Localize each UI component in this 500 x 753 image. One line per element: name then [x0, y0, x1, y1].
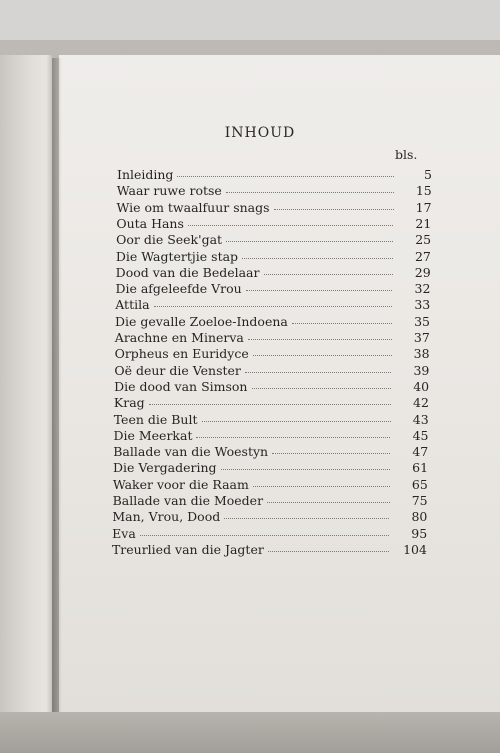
left-page-edge	[0, 55, 52, 715]
dot-leader	[140, 525, 389, 536]
toc-entry-title: Teen die Bult	[113, 411, 198, 427]
toc-entry-title: Wie om twaalfuur snags	[116, 199, 270, 215]
toc-entry-page: 29	[414, 264, 431, 280]
dot-leader	[242, 248, 393, 259]
toc-entry	[114, 395, 429, 411]
toc-entry-title: Waar ruwe rotse	[116, 183, 222, 199]
dot-leader	[224, 508, 389, 519]
toc-entry-page: 32	[414, 281, 431, 297]
toc-entry-page: 5	[424, 167, 432, 182]
dot-leader	[248, 329, 392, 340]
dot-leader	[253, 476, 390, 487]
toc-entry	[115, 297, 430, 313]
toc-entry-title: Die Wagtertjie stap	[115, 248, 239, 264]
toc-entry-page: 15	[415, 183, 432, 199]
toc-entry	[116, 232, 431, 248]
toc-entry	[112, 542, 427, 558]
toc-entry-title: Die dood van Simson	[114, 378, 248, 394]
toc-entry	[114, 363, 429, 379]
toc-entry-page: 37	[413, 330, 430, 345]
toc-entry-page: 47	[412, 444, 429, 460]
toc-entry-title: Die Meerkat	[113, 427, 193, 443]
dot-leader	[177, 166, 394, 177]
toc-entry-page: 45	[412, 427, 429, 443]
toc-entry-page: 35	[414, 313, 431, 329]
toc-entry-title: Waker voor die Raam	[112, 476, 249, 492]
toc-entry	[113, 460, 428, 476]
toc-entry-title: Oor die Seek'gat	[116, 232, 223, 248]
dot-leader	[226, 231, 393, 242]
dot-leader	[267, 492, 390, 503]
toc-entry-page: 43	[412, 411, 429, 427]
dot-leader	[149, 394, 391, 405]
toc-entry	[114, 379, 429, 395]
dot-leader	[202, 411, 391, 422]
toc-entry-title: Ballade van die Woestyn	[113, 444, 269, 460]
dot-leader	[272, 443, 390, 454]
dot-leader	[292, 313, 392, 324]
dot-leader	[154, 296, 393, 307]
page-column-label: bls.	[395, 147, 418, 162]
toc-entry-page: 65	[411, 476, 428, 492]
toc-entry-title: Die afgeleefde Vrou	[115, 281, 242, 297]
toc-entry-page: 25	[415, 232, 432, 248]
toc-entry	[113, 428, 428, 444]
toc-entry-title: Man, Vrou, Dood	[112, 509, 221, 525]
toc-entry	[112, 526, 427, 542]
toc-entry	[115, 346, 430, 362]
toc-entry-page: 40	[413, 378, 430, 394]
toc-entry-title: Attila	[115, 297, 150, 313]
dot-leader	[196, 427, 390, 438]
toc-entry-page: 33	[414, 297, 431, 313]
toc-entry	[116, 216, 431, 232]
dot-leader	[253, 345, 392, 356]
dot-leader	[252, 378, 392, 389]
toc-entry	[113, 444, 428, 460]
background-top	[0, 0, 500, 40]
dot-leader	[188, 215, 393, 226]
toc-entry	[115, 314, 430, 330]
toc-entry-page: 104	[403, 541, 427, 557]
toc-entry	[117, 183, 432, 199]
dot-leader	[274, 199, 394, 210]
toc-entry-title: Arachne en Minerva	[114, 330, 244, 345]
dot-leader	[264, 264, 393, 275]
toc-entry-title: Die Vergadering	[113, 460, 217, 476]
toc-entry	[115, 330, 430, 346]
toc-entry	[113, 477, 428, 493]
toc-entry-title: Outa Hans	[116, 215, 184, 231]
toc-entry-page: 80	[411, 509, 428, 525]
toc-entry	[113, 493, 428, 509]
toc-entry-title: Oë deur die Venster	[114, 362, 241, 378]
toc-entry	[116, 249, 431, 265]
dot-leader	[245, 362, 391, 373]
bottom-surface	[0, 712, 500, 753]
toc-entry-page: 39	[413, 362, 430, 378]
dot-leader	[268, 541, 389, 552]
toc-entry-title: Inleiding	[117, 167, 174, 182]
toc-entry-page: 61	[412, 460, 429, 476]
toc-entry	[117, 200, 432, 216]
toc-entry-title: Treurlied van die Jagter	[111, 541, 264, 557]
dot-leader	[226, 182, 394, 193]
toc-entry	[114, 412, 429, 428]
toc-entry	[117, 167, 432, 183]
toc-entry	[112, 509, 427, 525]
toc-entry-page: 21	[415, 215, 432, 231]
dot-leader	[246, 280, 393, 291]
toc-entry-title: Krag	[113, 395, 145, 411]
toc-entry-page: 75	[411, 493, 428, 508]
contents-heading: INHOUD	[224, 125, 296, 141]
toc-entry-page: 95	[411, 525, 428, 541]
toc-entry-title: Ballade van die Moeder	[112, 493, 264, 508]
spine-shadow	[52, 58, 62, 728]
toc-entry	[116, 265, 431, 281]
toc-entry-title: Dood van die Bedelaar	[115, 264, 260, 280]
toc-entry-title: Orpheus en Euridyce	[114, 346, 249, 362]
dot-leader	[221, 459, 390, 470]
toc-entry-title: Eva	[112, 525, 136, 541]
toc-entry-page: 17	[415, 199, 432, 215]
toc-entry	[115, 281, 430, 297]
toc-entry-page: 38	[413, 346, 430, 362]
toc-entry-page: 42	[413, 395, 429, 411]
toc-entry-page: 27	[414, 248, 431, 264]
toc-entry-title: Die gevalle Zoeloe-Indoena	[115, 313, 288, 329]
